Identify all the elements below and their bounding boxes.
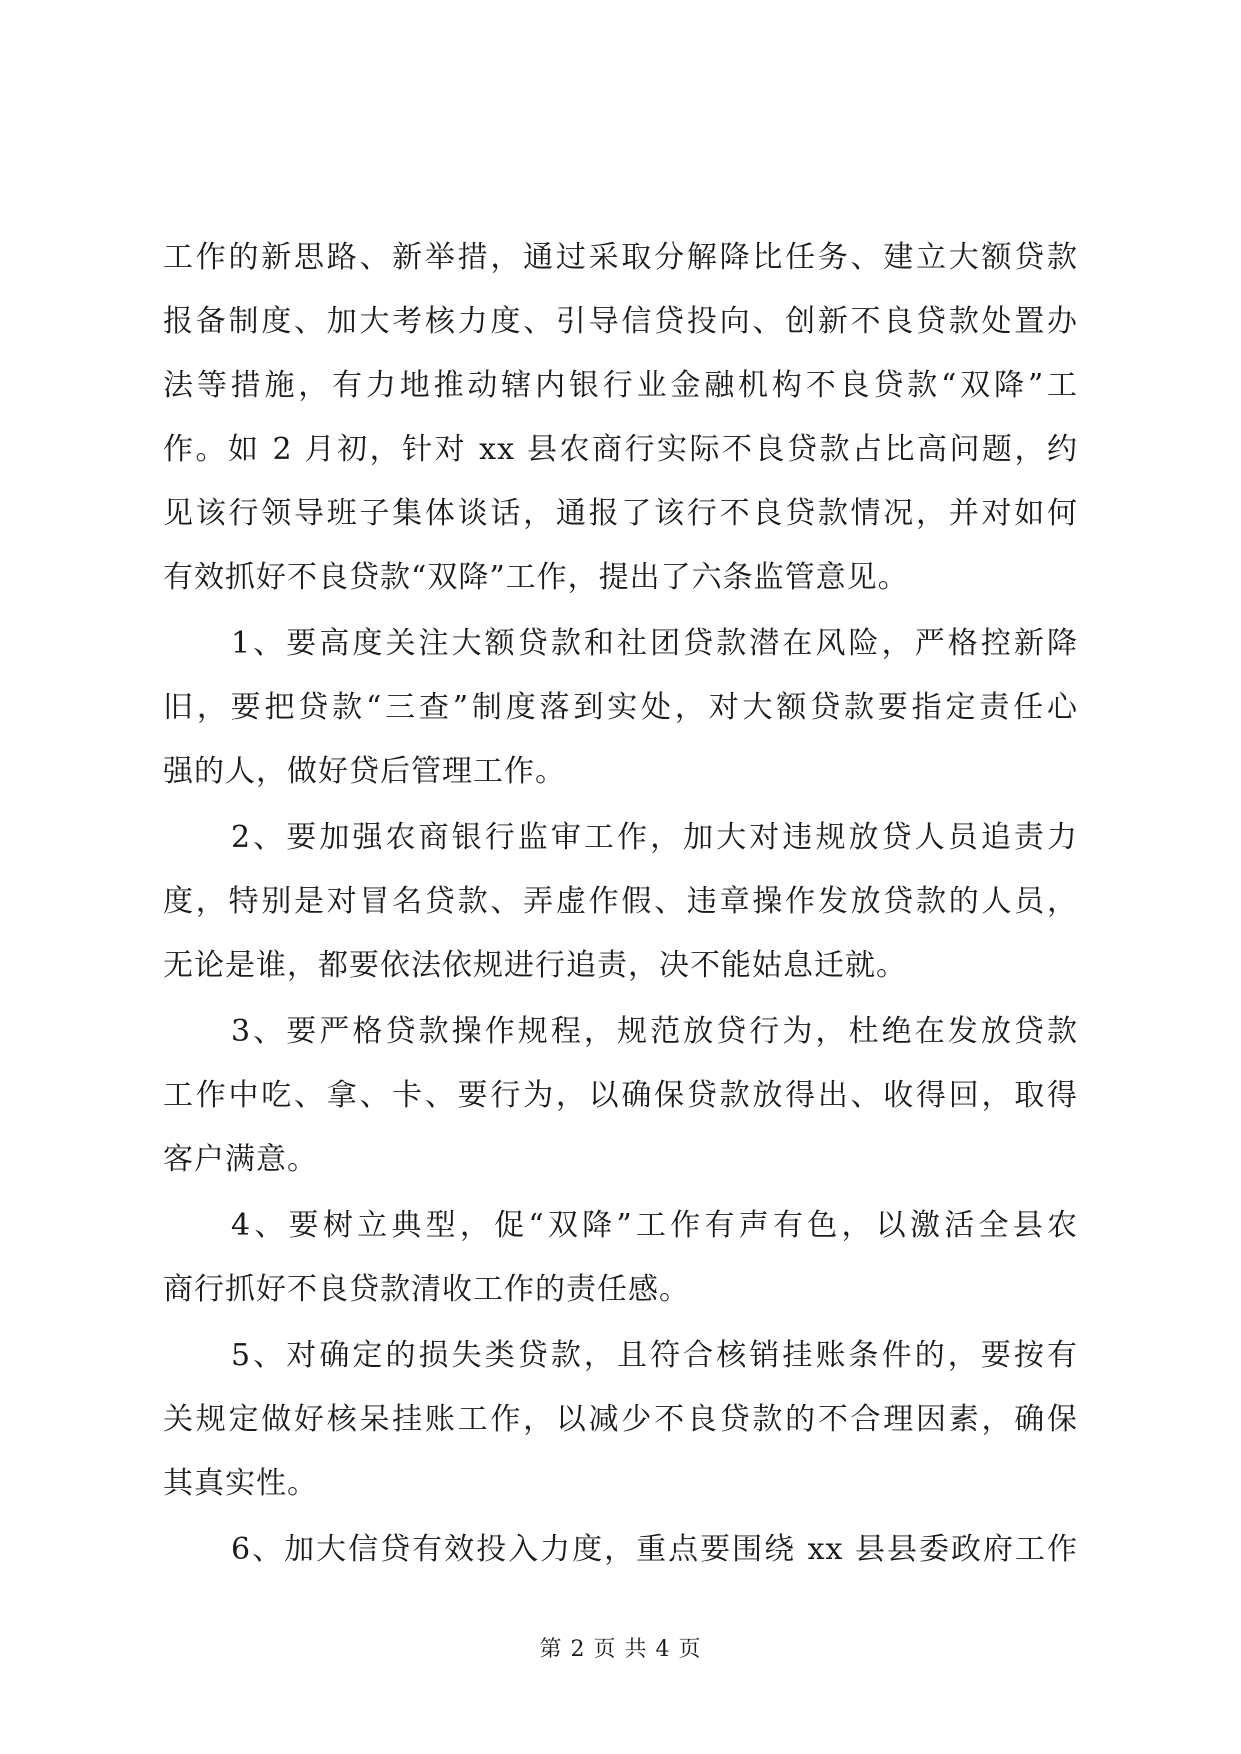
text-line: 旧，要把贷款“三查”制度落到实处，对大额贷款要指定责任心 bbox=[163, 690, 1078, 725]
text-line: 报备制度、加大考核力度、引导信贷投向、创新不良贷款处置办 bbox=[163, 304, 1078, 339]
text-line: 有效抓好不良贷款“双降”工作，提出了六条监管意见。 bbox=[163, 560, 909, 595]
text-line: 6、加大信贷有效投入力度，重点要围绕 xx 县县委政府工作 bbox=[231, 1532, 1078, 1567]
text-line: 2、要加强农商银行监审工作，加大对违规放贷人员追责力 bbox=[231, 820, 1078, 855]
text-line: 商行抓好不良贷款清收工作的责任感。 bbox=[163, 1272, 690, 1307]
page-footer: 第 2 页 共 4 页 bbox=[539, 1637, 702, 1662]
text-line: 其真实性。 bbox=[163, 1466, 318, 1501]
text-line: 强的人，做好贷后管理工作。 bbox=[163, 754, 566, 789]
text-line: 无论是谁，都要依法依规进行追责，决不能姑息迁就。 bbox=[163, 948, 907, 983]
text-line: 度，特别是对冒名贷款、弄虚作假、违章操作发放贷款的人员， bbox=[163, 884, 1078, 919]
text-line: 法等措施，有力地推动辖内银行业金融机构不良贷款“双降”工 bbox=[163, 368, 1078, 403]
document-body bbox=[163, 226, 1078, 1582]
text-line: 工作中吃、拿、卡、要行为，以确保贷款放得出、收得回，取得 bbox=[163, 1078, 1078, 1113]
text-line: 工作的新思路、新举措，通过采取分解降比任务、建立大额贷款 bbox=[163, 240, 1078, 275]
text-line: 作。如 2 月初，针对 xx 县农商行实际不良贷款占比高问题，约 bbox=[163, 432, 1078, 467]
text-line: 1、要高度关注大额贷款和社团贷款潜在风险，严格控新降 bbox=[231, 626, 1078, 661]
text-line: 3、要严格贷款操作规程，规范放贷行为，杜绝在发放贷款 bbox=[231, 1014, 1078, 1049]
text-line: 关规定做好核呆挂账工作，以减少不良贷款的不合理因素，确保 bbox=[163, 1402, 1078, 1437]
text-line: 4、要树立典型，促“双降”工作有声有色，以激活全县农 bbox=[231, 1208, 1078, 1243]
text-line: 见该行领导班子集体谈话，通报了该行不良贷款情况，并对如何 bbox=[163, 496, 1078, 531]
text-line: 客户满意。 bbox=[163, 1142, 318, 1177]
text-line: 5、对确定的损失类贷款，且符合核销挂账条件的，要按有 bbox=[231, 1338, 1078, 1373]
